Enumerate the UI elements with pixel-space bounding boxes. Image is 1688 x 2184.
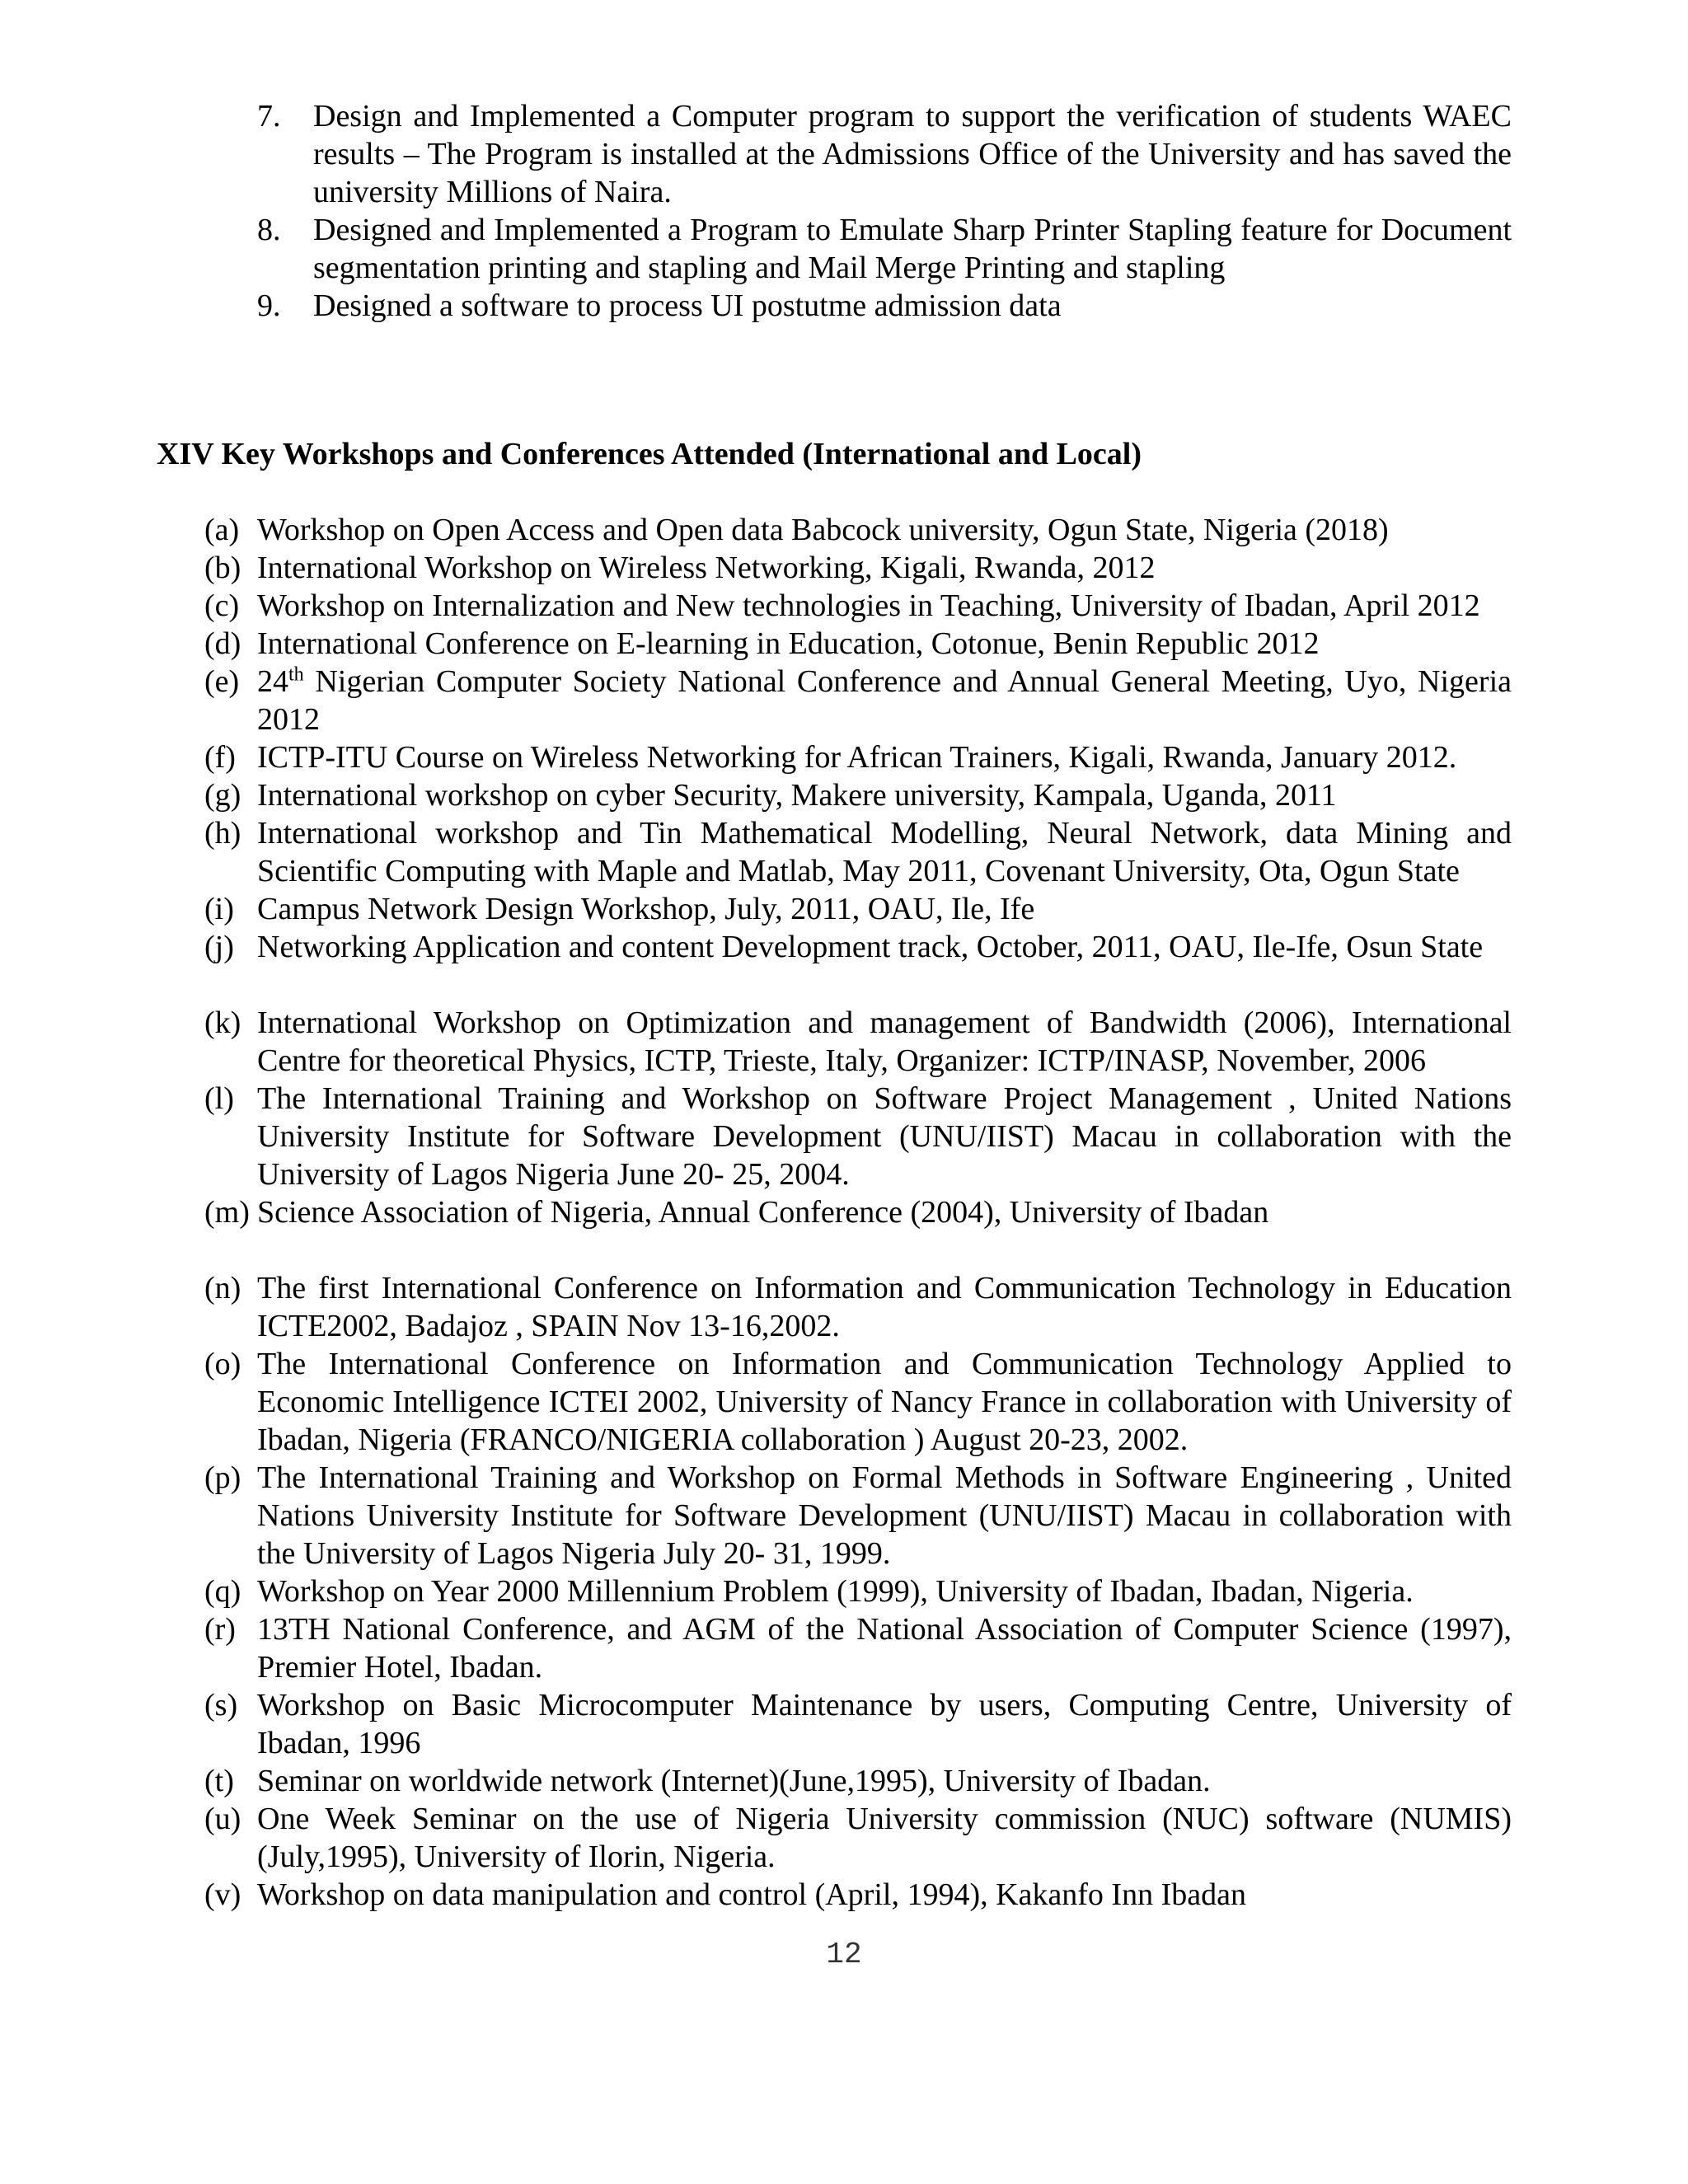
workshop-item — [204, 1800, 1512, 1876]
section-heading: XIV Key Workshops and Conferences Attended (International and Local) — [157, 437, 1142, 471]
list-item-number: 9. — [257, 288, 281, 323]
list-item — [247, 287, 1512, 325]
workshop-text: Networking Application and content Development track, October, 2011, OAU, Ile-Ife, Osun State — [257, 930, 1484, 964]
workshop-text-superscript: th — [288, 663, 304, 686]
workshop-letter: (f) — [204, 740, 236, 775]
workshop-item — [204, 776, 1512, 814]
workshop-text: Science Association of Nigeria, Annual Conference (2004), University of Ibadan — [257, 1195, 1269, 1230]
workshop-item — [204, 1686, 1512, 1762]
workshop-item — [204, 1080, 1512, 1193]
workshop-letter: (h) — [204, 816, 241, 851]
workshop-letter: (p) — [204, 1460, 241, 1495]
workshop-letter: (c) — [204, 588, 240, 623]
workshop-letter: (g) — [204, 778, 241, 813]
workshop-item — [204, 663, 1512, 738]
list-item-number: 8. — [257, 213, 281, 247]
workshop-text: Seminar on worldwide network (Internet)(June,1995), University of Ibadan. — [257, 1764, 1211, 1798]
workshop-text: Workshop on Basic Microcomputer Maintenance by users, Computing Centre, University of Ibadan, 1996 — [257, 1688, 1512, 1760]
workshop-text: Workshop on Year 2000 Millennium Problem (1999), University of Ibadan, Ibadan, Nigeria. — [257, 1574, 1414, 1609]
workshop-item — [204, 1345, 1512, 1459]
list-item — [247, 97, 1512, 211]
workshop-text: Campus Network Design Workshop, July, 2011, OAU, Ile, Ife — [257, 892, 1035, 926]
workshop-text: Workshop on Internalization and New technologies in Teaching, University of Ibadan, April 2012 — [257, 588, 1480, 623]
workshop-item — [204, 738, 1512, 776]
workshop-item — [204, 625, 1512, 663]
workshop-letter: (i) — [204, 892, 234, 926]
workshop-letter: (m) — [204, 1195, 250, 1230]
list-item-number: 7. — [257, 99, 281, 134]
workshop-item — [204, 1572, 1512, 1610]
workshops-list — [204, 511, 1512, 1914]
workshop-letter: (e) — [204, 664, 240, 699]
list-item-text: Design and Implemented a Computer program to support the verification of students WAEC results – The Program is installed at the Admissions Office of the University and has saved the university Millions of Naira. — [313, 99, 1512, 209]
workshop-letter: (a) — [204, 513, 240, 547]
workshop-item — [204, 1193, 1512, 1231]
workshop-text: The International Conference on Information and Communication Technology Applied to Economic Intelligence ICTEI 2002, University of Nancy France in collaboration with University of Ibadan, Nigeria (FRANCO/NIGERIA collaboration ) August 20-23, 2002. — [257, 1347, 1512, 1457]
workshop-item — [204, 1876, 1512, 1914]
workshop-letter: (q) — [204, 1574, 241, 1609]
workshop-text: International Workshop on Wireless Networking, Kigali, Rwanda, 2012 — [257, 551, 1156, 585]
list-item-text: Designed a software to process UI postutme admission data — [313, 288, 1062, 323]
workshop-letter: (d) — [204, 626, 241, 661]
workshop-item — [204, 1762, 1512, 1800]
workshop-item — [204, 814, 1512, 890]
workshop-letter: (v) — [204, 1877, 241, 1912]
workshop-letter: (r) — [204, 1612, 236, 1647]
workshop-text: One Week Seminar on the use of Nigeria University commission (NUC) software (NUMIS) (July,1995), University of Ilorin, Nigeria. — [257, 1802, 1512, 1874]
workshop-item — [204, 1610, 1512, 1686]
workshop-text: International Conference on E-learning in Education, Cotonue, Benin Republic 2012 — [257, 626, 1320, 661]
page-number: 12 — [826, 1938, 862, 1971]
workshop-letter: (o) — [204, 1347, 241, 1381]
workshop-text: The first International Conference on Information and Communication Technology in Education ICTE2002, Badajoz , SPAIN Nov 13-16,2002. — [257, 1271, 1512, 1343]
achievements-numbered-list — [247, 97, 1512, 325]
workshop-item — [204, 890, 1512, 928]
workshop-item — [204, 587, 1512, 625]
workshop-text: The International Training and Workshop on Formal Methods in Software Engineering , United Nations University Institute for Software Development (UNU/IIST) Macau in collaboration with the University of Lagos Nigeria July 20- 31, 1999. — [257, 1460, 1512, 1571]
workshop-item — [204, 1269, 1512, 1345]
workshop-letter: (b) — [204, 551, 241, 585]
workshop-text-prefix: 24 — [257, 664, 288, 699]
workshop-text: International Workshop on Optimization and management of Bandwidth (2006), International Centre for theoretical Physics, ICTP, Trieste, Italy, Organizer: ICTP/INASP, November, 2006 — [257, 1005, 1512, 1078]
workshop-item — [204, 1459, 1512, 1572]
workshop-item — [204, 549, 1512, 587]
workshop-text: International workshop on cyber Security, Makere university, Kampala, Uganda, 2011 — [257, 778, 1337, 813]
list-item — [247, 211, 1512, 287]
workshop-item — [204, 511, 1512, 549]
workshop-text: Nigerian Computer Society National Conference and Annual General Meeting, Uyo, Nigeria 2012 — [257, 664, 1512, 737]
workshop-letter: (s) — [204, 1688, 238, 1722]
workshop-letter: (t) — [204, 1764, 234, 1798]
workshop-letter: (u) — [204, 1802, 241, 1836]
workshop-letter: (n) — [204, 1271, 241, 1305]
workshop-letter: (l) — [204, 1081, 234, 1116]
workshop-text: 13TH National Conference, and AGM of the National Association of Computer Science (1997), Premier Hotel, Ibadan. — [257, 1612, 1512, 1685]
workshop-text: Workshop on data manipulation and control (April, 1994), Kakanfo Inn Ibadan — [257, 1877, 1246, 1912]
workshop-letter: (k) — [204, 1005, 241, 1040]
workshop-letter: (j) — [204, 930, 234, 964]
workshop-text: ICTP-ITU Course on Wireless Networking for African Trainers, Kigali, Rwanda, January 2012. — [257, 740, 1457, 775]
workshop-item — [204, 928, 1512, 966]
list-item-text: Designed and Implemented a Program to Emulate Sharp Printer Stapling feature for Document segmentation printing and stapling and Mail Merge Printing and stapling — [313, 213, 1512, 285]
workshop-text: The International Training and Workshop on Software Project Management , United Nations University Institute for Software Development (UNU/IIST) Macau in collaboration with the University of Lagos Nigeria June 20- 25, 2004. — [257, 1081, 1512, 1192]
workshop-text: International workshop and Tin Mathematical Modelling, Neural Network, data Mining and Scientific Computing with Maple and Matlab, May 2011, Covenant University, Ota, Ogun State — [257, 816, 1512, 888]
workshop-text: Workshop on Open Access and Open data Babcock university, Ogun State, Nigeria (2018) — [257, 513, 1389, 547]
workshop-item — [204, 1004, 1512, 1080]
